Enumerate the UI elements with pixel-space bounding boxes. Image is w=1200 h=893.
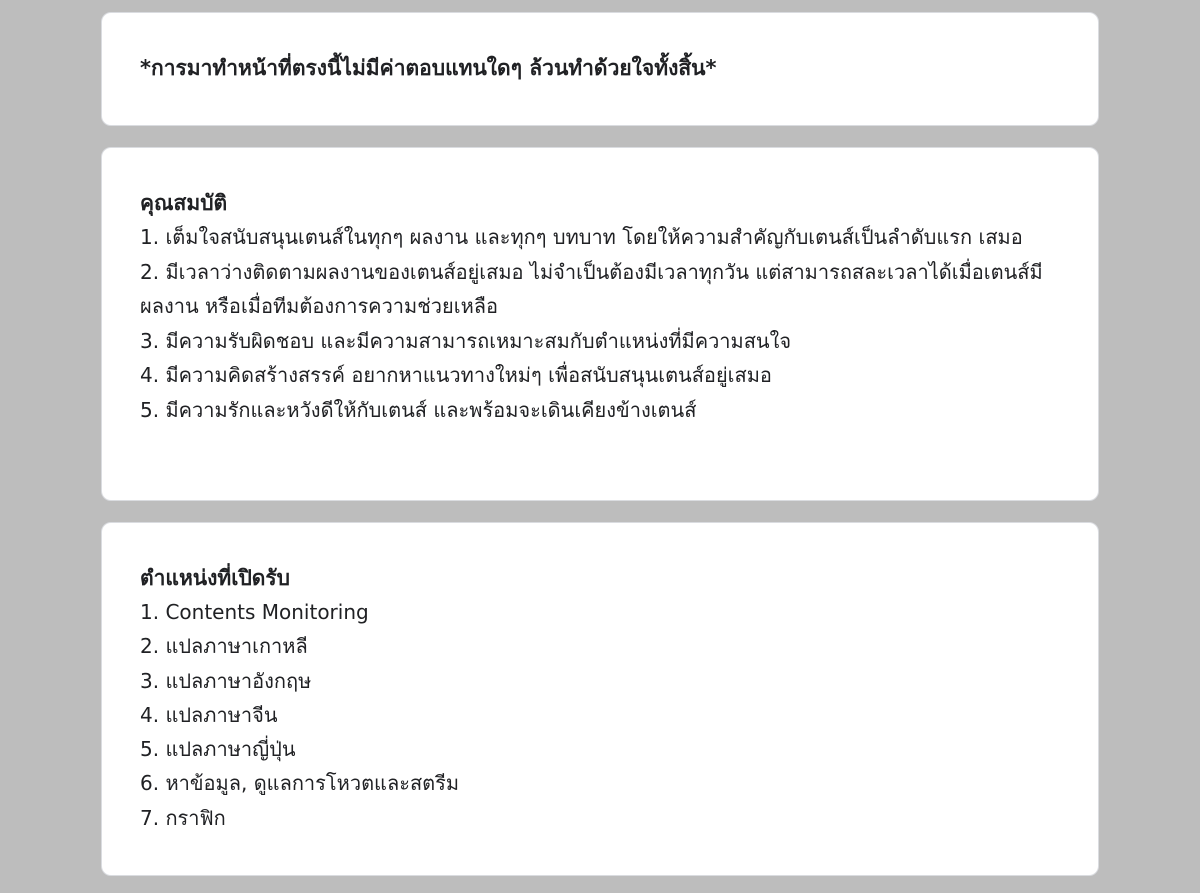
position-item: 5. แปลภาษาญี่ปุ่น <box>140 737 296 762</box>
note-card <box>101 12 1099 126</box>
position-item: 6. หาข้อมูล, ดูแลการโหวตและสตรีม <box>140 771 460 796</box>
qualification-item: 1. เต็มใจสนับสนุนเตนส์ในทุกๆ ผลงาน และทุกๆ บทบาท โดยให้ความสำคัญกับเตนส์เป็นลำดับแรก เสมอ <box>140 225 1023 249</box>
positions-section <box>140 561 1058 835</box>
volunteer-note: *การมาทำหน้าที่ตรงนี้ไม่มีค่าตอบแทนใดๆ ล้วนทำด้วยใจทั้งสิ้น* <box>140 56 717 80</box>
qualifications-list <box>140 220 1058 427</box>
position-item: 1. Contents Monitoring <box>140 600 369 624</box>
position-item: 3. แปลภาษาอังกฤษ <box>140 668 312 693</box>
positions-title: ตำแหน่งที่เปิดรับ <box>140 566 291 590</box>
qualification-item: 2. มีเวลาว่างติดตามผลงานของเตนส์อยู่เสมอ ไม่จำเป็นต้องมีเวลาทุกวัน แต่สามารถสละเวลาได้เมื่อเตนส์มีผลงาน หรือเมื่อทีมต้องการความช่วยเหลือ <box>140 259 1043 318</box>
qualification-item: 3. มีความรับผิดชอบ และมีความสามารถเหมาะสมกับตำแหน่งที่มีความสนใจ <box>140 328 792 353</box>
qualification-item: 5. มีความรักและหวังดีให้กับเตนส์ และพร้อมจะเดินเคียงข้างเตนส์ <box>140 397 697 422</box>
positions-card <box>101 522 1099 876</box>
position-item: 7. กราฟิก <box>140 805 226 830</box>
position-item: 4. แปลภาษาจีน <box>140 702 278 727</box>
qualifications-card <box>101 147 1099 501</box>
qualifications-title: คุณสมบัติ <box>140 191 228 215</box>
position-item: 2. แปลภาษาเกาหลี <box>140 634 308 659</box>
qualification-item: 4. มีความคิดสร้างสรรค์ อยากหาแนวทางใหม่ๆ เพื่อสนับสนุนเตนส์อยู่เสมอ <box>140 363 772 387</box>
qualifications-section <box>140 186 1058 427</box>
positions-list <box>140 595 1058 835</box>
